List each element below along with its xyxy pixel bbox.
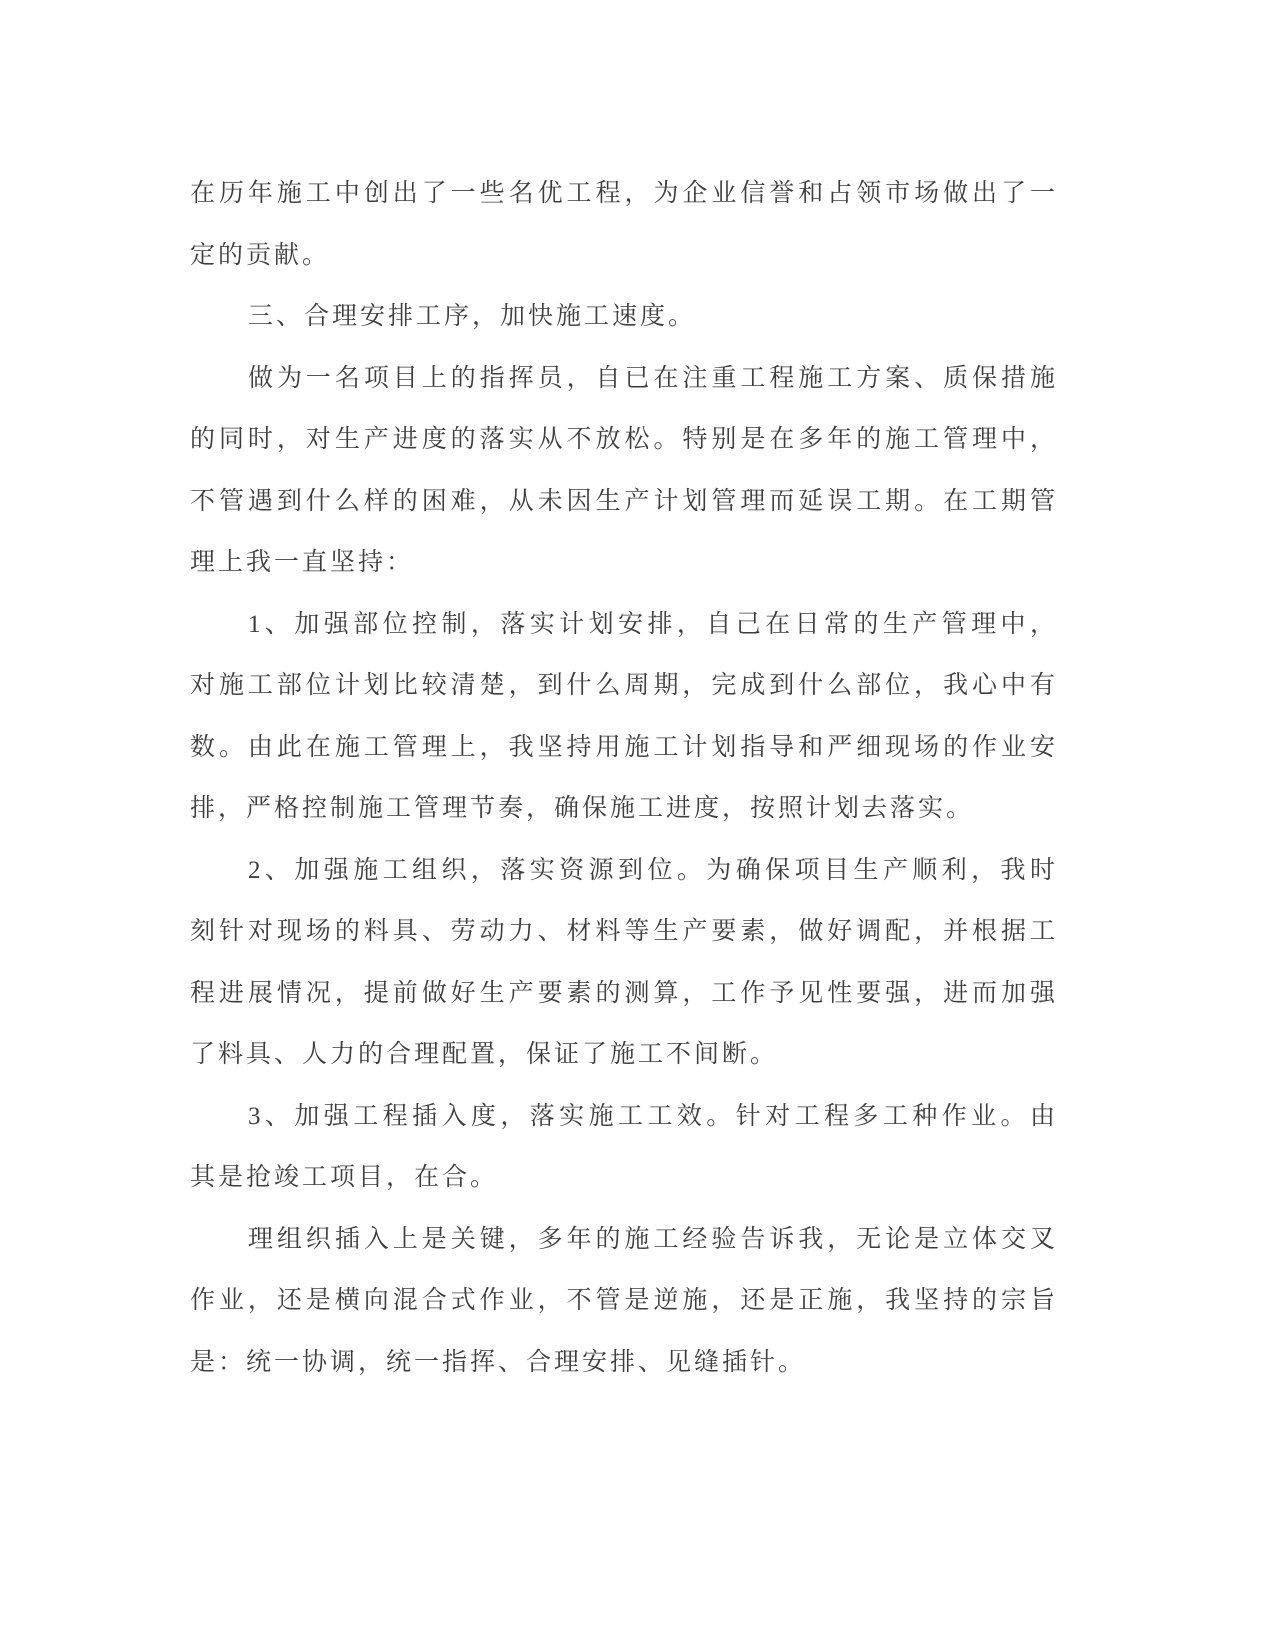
text-line: 做为一名项目上的指挥员，自已在注重工程施工方案、质保措施 bbox=[248, 364, 1058, 392]
text-line: 对施工部位计划比较清楚，到什么周期，完成到什么部位，我心中有 bbox=[190, 672, 1058, 699]
text-line: 是：统一协调，统一指挥、合理安排、见缝插针。 bbox=[190, 1348, 807, 1376]
text-line: 了料具、人力的合理配置，保证了施工不间断。 bbox=[190, 1041, 779, 1068]
text-line: 在历年施工中创出了一些名优工程，为企业信誉和占领市场做出了一 bbox=[190, 180, 1058, 207]
text-line: 不管遇到什么样的困难，从未因生产计划管理而延误工期。在工期管 bbox=[190, 487, 1058, 515]
text-block bbox=[190, 163, 1058, 1393]
text-line: 定的贡献。 bbox=[190, 241, 331, 269]
text-line: 理上我一直坚持： bbox=[190, 549, 415, 576]
section-heading: 三、合理安排工序，加快施工速度。 bbox=[248, 303, 697, 330]
list-item-1: 1、加强部位控制，落实计划安排，自己在日常的生产管理中， bbox=[248, 610, 1058, 638]
text-line: 的同时，对生产进度的落实从不放松。特别是在多年的施工管理中， bbox=[190, 426, 1058, 453]
text-line: 程进展情况，提前做好生产要素的测算，工作予见性要强，进而加强 bbox=[190, 979, 1058, 1007]
list-item-2: 2、加强施工组织，落实资源到位。为确保项目生产顺利，我时 bbox=[248, 856, 1058, 884]
text-line: 排，严格控制施工管理节奏，确保施工进度，按照计划去落实。 bbox=[190, 795, 975, 822]
text-line: 数。由此在施工管理上，我坚持用施工计划指导和严细现场的作业安 bbox=[190, 733, 1058, 761]
text-line: 理组织插入上是关键，多年的施工经验告诉我，无论是立体交叉 bbox=[248, 1225, 1058, 1253]
text-line: 刻针对现场的料具、劳动力、材料等生产要素，做好调配，并根据工 bbox=[190, 918, 1058, 945]
text-line: 作业，还是横向混合式作业，不管是逆施，还是正施，我坚持的宗旨 bbox=[190, 1287, 1058, 1314]
text-line: 其是抢竣工项目，在合。 bbox=[190, 1164, 499, 1191]
list-item-3: 3、加强工程插入度，落实施工工效。针对工程多工种作业。由 bbox=[248, 1102, 1058, 1130]
